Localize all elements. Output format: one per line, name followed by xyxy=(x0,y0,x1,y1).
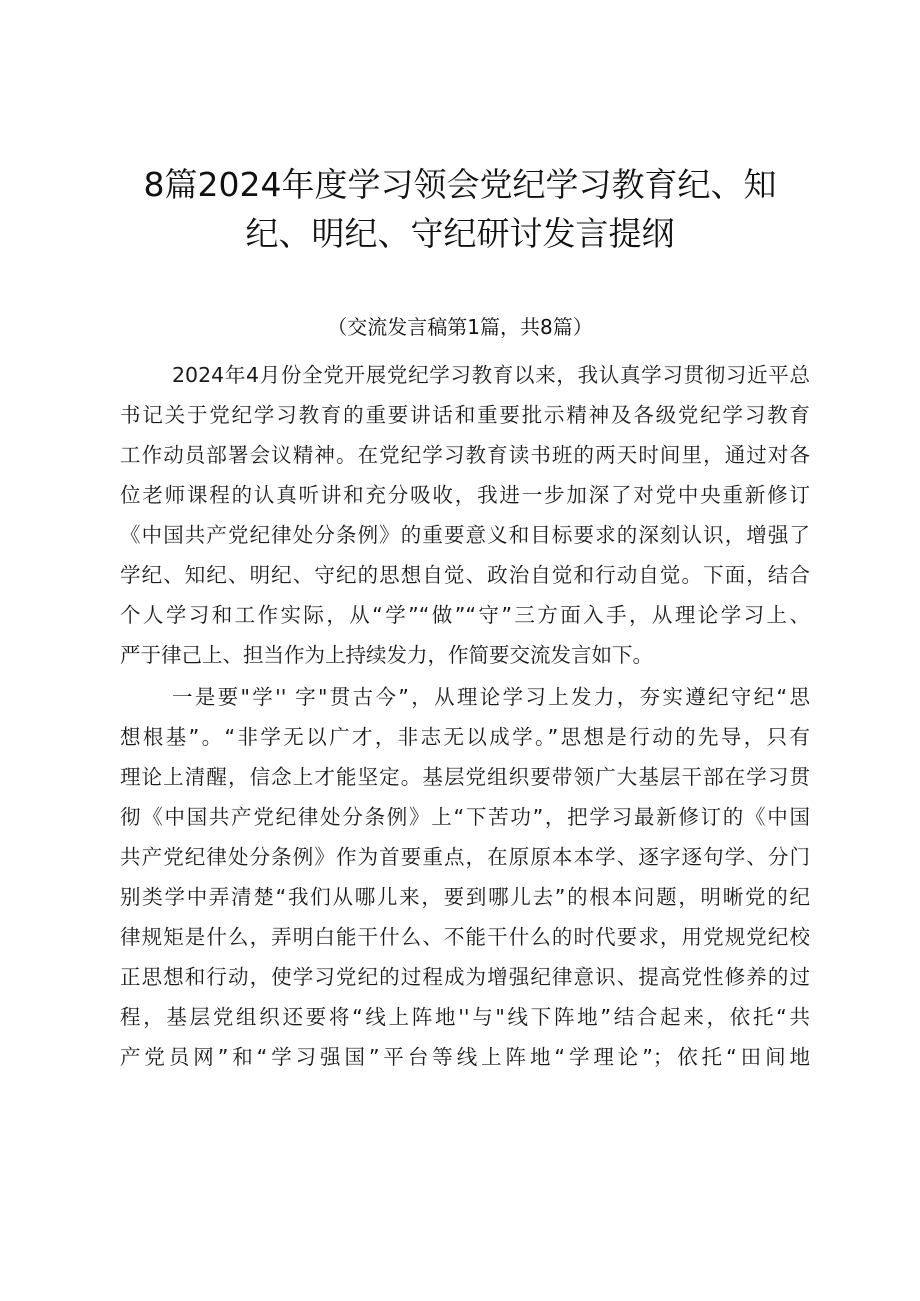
paragraph-line: 理论上清醒，信念上才能坚定。基层党组织要带领广大基层干部在学习贯 xyxy=(120,765,810,789)
paragraph-line: 严于律己上、担当作为上持续发力，作简要交流发言如下。 xyxy=(120,643,653,667)
paragraph-line: 位老师课程的认真听讲和充分吸收，我进一步加深了对党中央重新修订 xyxy=(120,483,810,507)
paragraph-line: 学纪、知纪、明纪、守纪的思想自觉、政治自觉和行动自觉。下面，结合 xyxy=(120,563,810,587)
paragraph-line: 个人学习和工作实际，从“学”“做”“守”三方面入手，从理论学习上、 xyxy=(120,603,810,627)
document-body xyxy=(120,355,810,1077)
paragraph-line: 程，基层党组织还要将“线上阵地''与"线下阵地”结合起来，依托“共 xyxy=(120,1005,810,1029)
paragraph-line: 书记关于党纪学习教育的重要讲话和重要批示精神及各级党纪学习教育 xyxy=(120,403,810,427)
title-line: 8篇2024年度学习领会党纪学习教育纪、知 xyxy=(143,165,777,204)
paragraph-line: 一是要"学'' 字"贯古今”，从理论学习上发力，夯实遵纪守纪“思 xyxy=(172,685,810,709)
paragraph-line: 《中国共产党纪律处分条例》的重要意义和目标要求的深刻认识，增强了 xyxy=(120,523,810,547)
document-subtitle: （交流发言稿第1篇，共8篇） xyxy=(327,315,593,339)
paragraph xyxy=(120,677,810,1077)
paragraph-line: 共产党纪律处分条例》作为首要重点，在原原本本学、逐字逐句学、分门 xyxy=(120,845,810,869)
paragraph-line: 别类学中弄清楚“我们从哪儿来，要到哪儿去”的根本问题，明晰党的纪 xyxy=(120,885,810,909)
paragraph-line: 产党员网”和“学习强国”平台等线上阵地“学理论”；依托“田间地 xyxy=(120,1045,810,1069)
document-title xyxy=(80,160,840,258)
paragraph-line: 律规矩是什么，弄明白能干什么、不能干什么的时代要求，用党规党纪校 xyxy=(120,925,810,949)
title-line: 纪、明纪、守纪研讨发言提纲 xyxy=(245,214,675,253)
paragraph-line: 想根基”。“非学无以广才，非志无以成学。”思想是行动的先导，只有 xyxy=(120,725,810,749)
paragraph-line: 彻《中国共产党纪律处分条例》上“下苦功”，把学习最新修订的《中国 xyxy=(120,805,810,829)
paragraph-line: 2024年4月份全党开展党纪学习教育以来，我认真学习贯彻习近平总 xyxy=(172,363,810,387)
paragraph-line: 正思想和行动，使学习党纪的过程成为增强纪律意识、提高党性修养的过 xyxy=(120,965,810,989)
paragraph xyxy=(120,355,810,675)
paragraph-line: 工作动员部署会议精神。在党纪学习教育读书班的两天时间里，通过对各 xyxy=(120,443,810,467)
